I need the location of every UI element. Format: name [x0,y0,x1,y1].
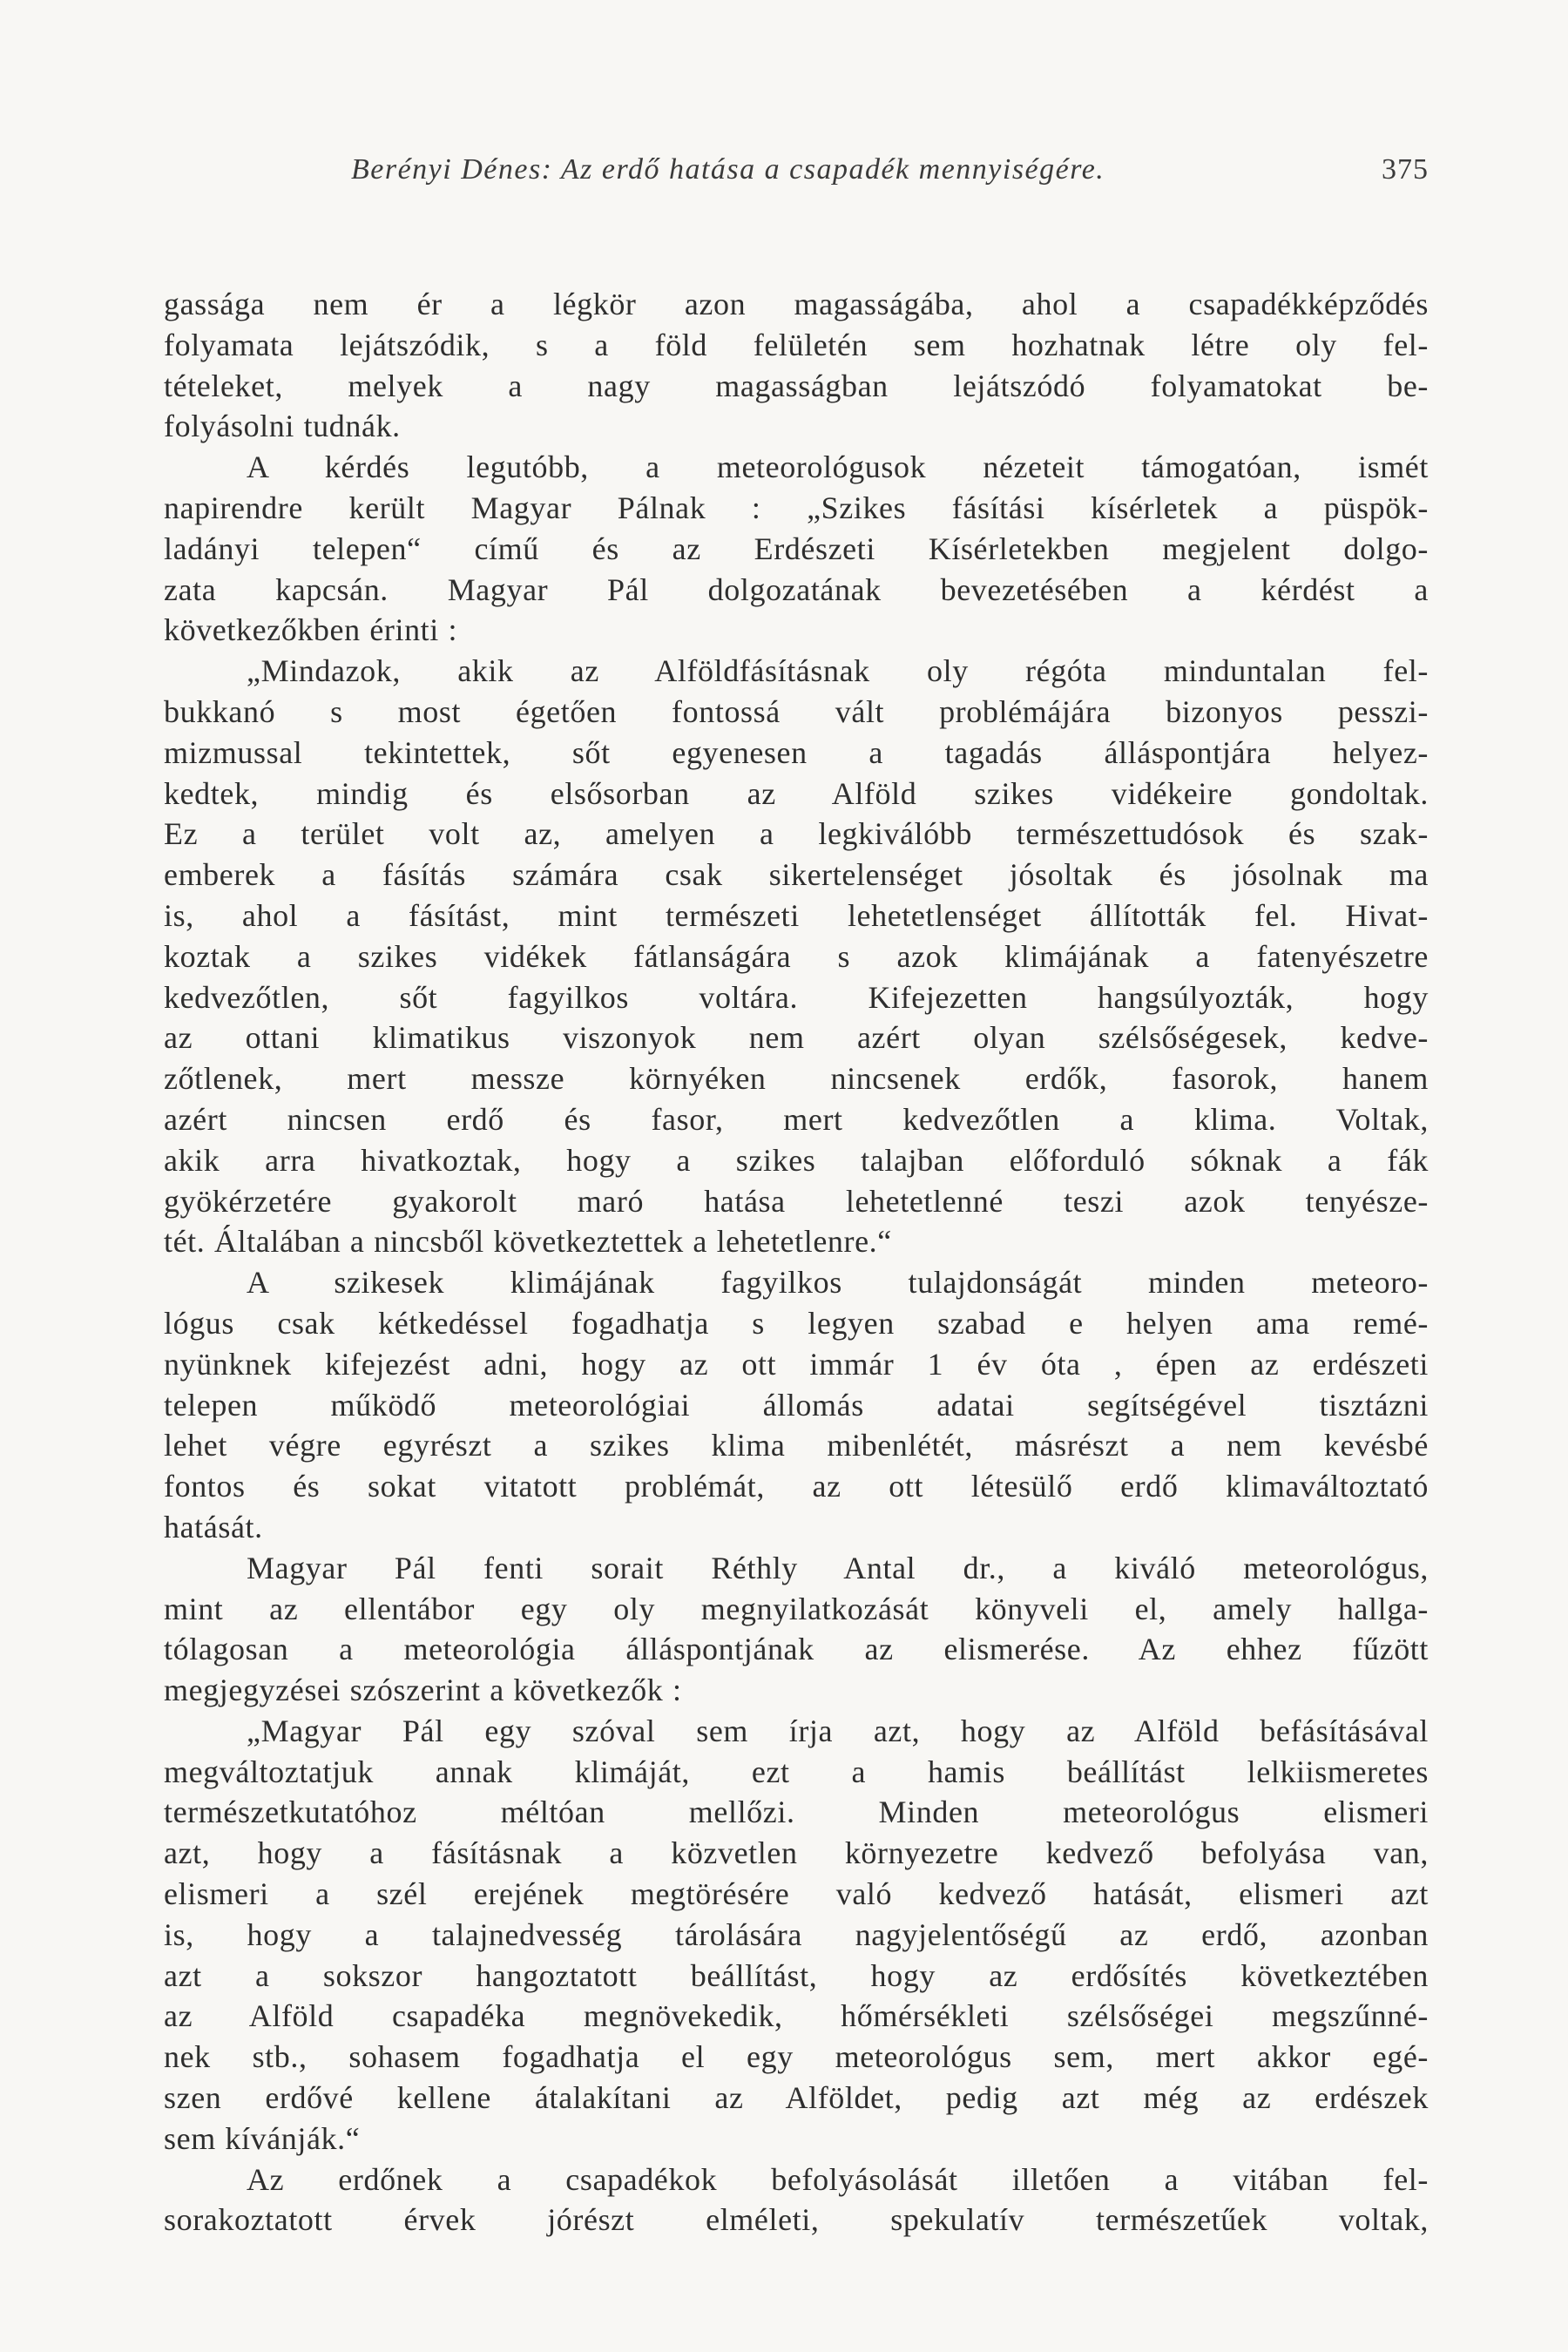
text-line: lehet végre egyrészt a szikes klima mibenlétét, másrészt a nem kevésbé [164,1428,1429,1463]
text-line: zőtlenek, mert messze környéken nincsenek erdők, fasorok, hanem [164,1061,1429,1097]
text-line: gassága nem ér a légkör azon magasságába, ahol a csapadékképződés [164,287,1429,321]
text-line: „Magyar Pál egy szóval sem írja azt, hogy az Alföld befásításával [247,1713,1429,1748]
running-head: Berényi Dénes: Az erdő hatása a csapadék mennyiségére. [351,153,1105,186]
text-line: megváltoztatjuk annak klimáját, ezt a hamis beállítást lelkiismeretes [164,1754,1429,1789]
text-line: telepen működő meteorológiai állomás adatai segítségével tisztázni [164,1387,1429,1423]
text-line: bukkanó s most égetően fontossá vált problémájára bizonyos pesszi- [164,693,1429,729]
text-line: folyamata lejátszódik, s a föld felületén sem hozhatnak létre oly fel- [164,327,1429,362]
text-line: következőkben érinti : [164,612,458,648]
text-line: tólagosan a meteorológia álláspontjának az elismerése. Az ehhez fűzött [164,1632,1429,1667]
text-line: Magyar Pál fenti sorait Réthly Antal dr., a kiváló meteorológus, [247,1550,1429,1585]
page-number: 375 [1382,153,1429,186]
text-line: tételeket, melyek a nagy magasságban lejátszódó folyamatokat be- [164,368,1429,403]
text-line: hatását. [164,1509,263,1544]
text-line: is, hogy a talajnedvesség tárolására nagyjelentőségű az erdő, azonban [164,1916,1429,1952]
text-line: az Alföld csapadéka megnövekedik, hőmérsékleti szélsőségei megszűnné- [164,1998,1429,2034]
text-line: megjegyzései szószerint a következők : [164,1673,682,1708]
text-line: fontos és sokat vitatott problémát, az ott létesülő erdő klimaváltoztató [164,1469,1429,1504]
text-line: zata kapcsán. Magyar Pál dolgozatának bevezetésében a kérdést a [164,571,1429,607]
text-line: sorakoztatott érvek jórészt elméleti, spekulatív természetűek voltak, [164,2202,1429,2238]
text-line: elismeri a szél erejének megtörésére való kedvező hatását, elismeri azt [164,1876,1429,1912]
text-line: mizmussal tekintettek, sőt egyenesen a tagadás álláspontjára helyez- [164,734,1429,770]
text-line: kedvezőtlen, sőt fagyilkos voltára. Kifejezetten hangsúlyozták, hogy [164,979,1429,1015]
text-line: természetkutatóhoz méltóan mellőzi. Minden meteorológus elismeri [164,1794,1429,1830]
text-line: mint az ellentábor egy oly megnyilatkozását könyveli el, amely hallga- [164,1591,1429,1626]
text-line: folyásolni tudnák. [164,409,401,444]
text-line: akik arra hivatkoztak, hogy a szikes talajban előforduló sóknak a fák [164,1142,1429,1178]
text-line: Az erdőnek a csapadékok befolyásolását illetően a vitában fel- [247,2161,1429,2197]
text-line: nyünknek kifejezést adni, hogy az ott immár 1 év óta , épen az erdészeti [164,1346,1429,1382]
text-line: Ez a terület volt az, amelyen a legkiválóbb természettudósok és szak- [164,816,1429,852]
text-line: is, ahol a fásítást, mint természeti lehetetlenséget állították fel. Hivat- [164,897,1429,933]
text-line: gyökérzetére gyakorolt maró hatása lehetetlenné teszi azok tenyésze- [164,1183,1429,1219]
text-line: az ottani klimatikus viszonyok nem azért olyan szélsőségesek, kedve- [164,1020,1429,1056]
text-line: nek stb., sohasem fogadhatja el egy meteorológus sem, mert akkor egé- [164,2039,1429,2075]
text-line: szen erdővé kellene átalakítani az Alföldet, pedig azt még az erdészek [164,2080,1429,2116]
text-line: A kérdés legutóbb, a meteorológusok nézeteit támogatóan, ismét [247,449,1429,485]
text-line: koztak a szikes vidékek fátlanságára s azok klimájának a fatenyészetre [164,938,1429,974]
text-line: ladányi telepen“ című és az Erdészeti Kísérletekben megjelent dolgo- [164,531,1429,566]
text-line: napirendre került Magyar Pálnak : „Szikes fásítási kísérletek a püspök- [164,490,1429,525]
text-line: lógus csak kétkedéssel fogadhatja s legyen szabad e helyen ama remé- [164,1305,1429,1341]
body-text [164,284,1429,2240]
text-line: kedtek, mindig és elsősorban az Alföld szikes vidékeire gondoltak. [164,775,1429,811]
text-line: azt a sokszor hangoztatott beállítást, hogy az erdősítés következtében [164,1957,1429,1993]
text-line: A szikesek klimájának fagyilkos tulajdonságát minden meteoro- [247,1265,1429,1301]
text-line: azt, hogy a fásításnak a közvetlen környezetre kedvező befolyása van, [164,1835,1429,1871]
text-line: „Mindazok, akik az Alföldfásításnak oly régóta minduntalan fel- [247,653,1429,689]
text-line: sem kívánják.“ [164,2120,361,2156]
text-line: emberek a fásítás számára csak sikertelenséget jósoltak és jósolnak ma [164,857,1429,893]
text-line: tét. Általában a nincsből következtettek a lehetetlenre.“ [164,1224,892,1260]
page-header [164,148,1429,193]
text-line: azért nincsen erdő és fasor, mert kedvezőtlen a klima. Voltak, [164,1101,1429,1137]
